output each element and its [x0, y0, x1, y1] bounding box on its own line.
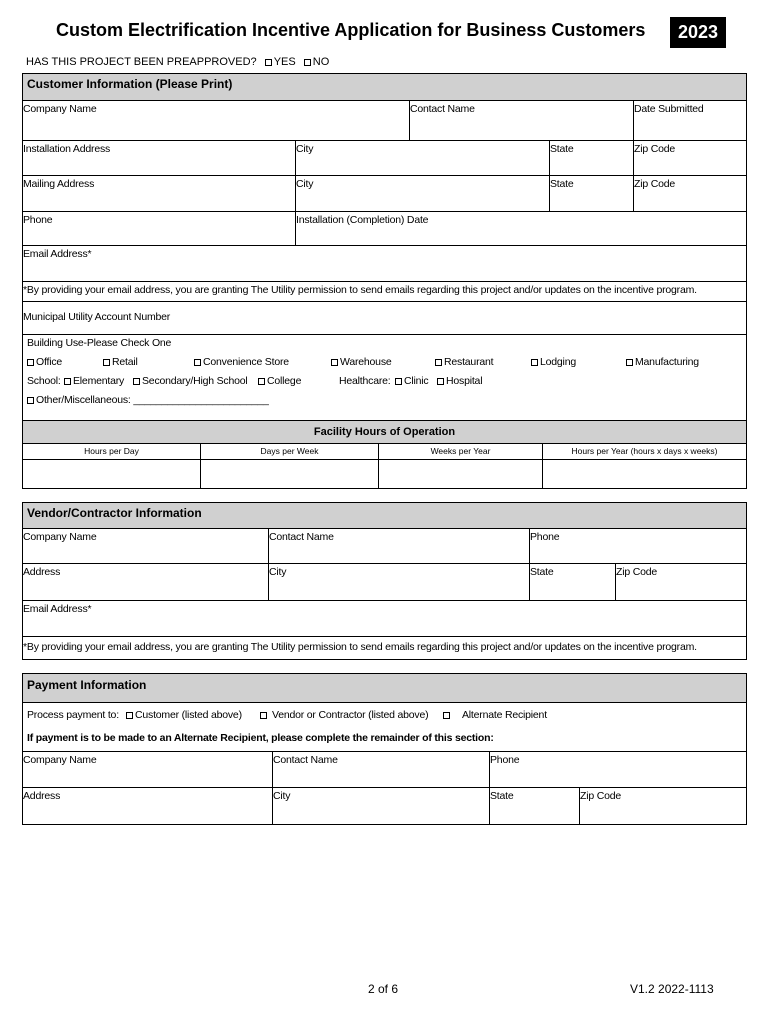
facility-hours-header	[23, 420, 746, 443]
mailing-address-field[interactable]	[23, 175, 295, 211]
building-use-warehouse-label: Warehouse	[340, 356, 392, 368]
alt-address-field[interactable]	[23, 787, 272, 824]
building-use-retail[interactable]	[103, 356, 138, 368]
mailing-state-field[interactable]	[549, 175, 633, 211]
pay-alternate-option[interactable]	[443, 709, 547, 721]
building-use-retail-label: Retail	[112, 356, 138, 368]
facility-col-label: Weeks per Year	[430, 446, 491, 456]
hours-per-year-input[interactable]	[542, 459, 746, 488]
healthcare-hospital-label: Hospital	[446, 375, 483, 387]
checkbox-icon	[133, 378, 140, 385]
healthcare-clinic-label: Clinic	[404, 375, 429, 387]
installation-address-label: Installation Address	[23, 143, 111, 155]
vendor-email-label: Email Address*	[23, 603, 92, 615]
installation-state-label: State	[550, 143, 574, 155]
weeks-per-year-input[interactable]	[378, 459, 542, 488]
building-use-restaurant-label: Restaurant	[444, 356, 494, 368]
days-per-week-input[interactable]	[200, 459, 378, 488]
vendor-phone-label: Phone	[530, 531, 560, 543]
school-label: School:	[27, 375, 61, 387]
process-payment-label: Process payment to:	[27, 709, 119, 721]
preapproved-no-label: NO	[312, 56, 330, 68]
preapproved-no-checkbox[interactable]	[304, 59, 311, 66]
installation-date-label: Installation (Completion) Date	[296, 214, 429, 226]
alt-company-name-field[interactable]	[23, 751, 272, 787]
school-college[interactable]	[258, 375, 301, 387]
building-use-convenience-store[interactable]	[194, 356, 289, 368]
pay-customer-label: Customer (listed above)	[135, 709, 242, 721]
vendor-info-section	[22, 502, 747, 660]
school-college-label: College	[267, 375, 302, 387]
checkbox-icon	[126, 712, 133, 719]
building-use-restaurant[interactable]	[435, 356, 493, 368]
alt-state-field[interactable]	[489, 787, 579, 824]
building-use-lodging-label: Lodging	[540, 356, 576, 368]
installation-date-field[interactable]	[295, 211, 746, 245]
checkbox-icon	[194, 359, 201, 366]
payment-info-heading: Payment Information	[27, 678, 147, 692]
customer-info-section	[22, 73, 747, 489]
pay-vendor-label: Vendor or Contractor (listed above)	[272, 709, 429, 721]
building-use-office-label: Office	[36, 356, 63, 368]
vendor-zip-label: Zip Code	[616, 566, 658, 578]
vendor-state-label: State	[530, 566, 554, 578]
vendor-company-name-label: Company Name	[23, 531, 97, 543]
building-use-heading: Building Use-Please Check One	[27, 337, 172, 349]
mailing-city-label: City	[296, 178, 314, 190]
building-use-block	[23, 334, 746, 420]
school-secondary[interactable]	[133, 375, 248, 387]
building-use-convenience-store-label: Convenience Store	[203, 356, 289, 368]
checkbox-icon	[531, 359, 538, 366]
facility-col-hours-per-year	[542, 443, 746, 459]
mailing-zip-field[interactable]	[633, 175, 746, 211]
payment-info-header	[23, 674, 746, 703]
facility-col-days-per-week	[200, 443, 378, 459]
vendor-contact-name-field[interactable]	[268, 529, 529, 563]
facility-col-label: Hours per Year (hours x days x weeks)	[571, 446, 718, 456]
building-use-office[interactable]	[27, 356, 62, 368]
preapproved-question: HAS THIS PROJECT BEEN PREAPPROVED?	[26, 56, 257, 68]
customer-info-header	[23, 74, 746, 101]
facility-col-weeks-per-year	[378, 443, 542, 459]
installation-zip-label: Zip Code	[634, 143, 676, 155]
checkbox-icon	[258, 378, 265, 385]
municipal-account-field[interactable]	[23, 301, 746, 334]
customer-contact-name-field[interactable]	[409, 101, 633, 140]
vendor-email-note: *By providing your email address, you are granting The Utility permission to send emails regarding this project and/or updates on the incentive program.	[23, 641, 697, 653]
alt-city-label: City	[273, 790, 291, 802]
alt-state-label: State	[490, 790, 514, 802]
customer-email-field[interactable]	[23, 245, 746, 281]
customer-info-heading: Customer Information (Please Print)	[27, 77, 233, 91]
school-secondary-label: Secondary/High School	[142, 375, 248, 387]
mailing-city-field[interactable]	[295, 175, 549, 211]
alt-city-field[interactable]	[272, 787, 489, 824]
checkbox-icon	[260, 712, 267, 719]
customer-phone-field[interactable]	[23, 211, 295, 245]
alternate-recipient-note: If payment is to be made to an Alternate Recipient, please complete the remainder of this section:	[27, 732, 494, 744]
vendor-city-label: City	[269, 566, 287, 578]
vendor-info-header	[23, 503, 746, 529]
pay-customer-option[interactable]	[126, 709, 242, 721]
alt-zip-field[interactable]	[579, 787, 746, 824]
installation-city-label: City	[296, 143, 314, 155]
date-submitted-label: Date Submitted	[634, 103, 704, 115]
customer-company-name-label: Company Name	[23, 103, 97, 115]
checkbox-icon	[435, 359, 442, 366]
alt-phone-label: Phone	[490, 754, 520, 766]
customer-company-name-field[interactable]	[23, 101, 409, 140]
checkbox-icon	[103, 359, 110, 366]
preapproved-question-row	[26, 56, 329, 68]
vendor-phone-field[interactable]	[529, 529, 746, 563]
healthcare-label: Healthcare:	[339, 375, 391, 387]
school-elementary[interactable]	[64, 375, 124, 387]
vendor-address-label: Address	[23, 566, 61, 578]
pay-vendor-option[interactable]	[260, 709, 428, 721]
school-elementary-label: Elementary	[73, 375, 125, 387]
alt-contact-name-label: Contact Name	[273, 754, 338, 766]
page-number: 2 of 6	[368, 982, 399, 996]
mailing-address-label: Mailing Address	[23, 178, 95, 190]
alt-company-name-label: Company Name	[23, 754, 97, 766]
facility-col-hours-per-day	[23, 443, 200, 459]
alt-zip-label: Zip Code	[580, 790, 622, 802]
date-submitted-field[interactable]	[633, 101, 746, 140]
preapproved-yes-label: YES	[273, 56, 296, 68]
vendor-email-field[interactable]	[23, 600, 746, 636]
installation-zip-field[interactable]	[633, 140, 746, 175]
customer-email-note: *By providing your email address, you are granting The Utility permission to send emails regarding this project and/or updates on the incentive program.	[23, 284, 697, 296]
vendor-company-name-field[interactable]	[23, 529, 268, 563]
customer-contact-name-label: Contact Name	[410, 103, 475, 115]
checkbox-icon	[331, 359, 338, 366]
installation-state-field[interactable]	[549, 140, 633, 175]
installation-address-field[interactable]	[23, 140, 295, 175]
building-use-lodging[interactable]	[531, 356, 576, 368]
form-title: Custom Electrification Incentive Application for Business Customers	[56, 20, 646, 40]
hours-per-day-input[interactable]	[23, 459, 200, 488]
vendor-info-heading: Vendor/Contractor Information	[27, 506, 202, 520]
healthcare-clinic[interactable]	[395, 375, 428, 387]
vendor-email-note-row	[23, 636, 746, 659]
vendor-city-field[interactable]	[268, 563, 529, 600]
building-use-other[interactable]	[27, 394, 269, 406]
version-label: V1.2 2022-1113	[630, 982, 714, 996]
healthcare-hospital[interactable]	[437, 375, 482, 387]
alt-contact-name-field[interactable]	[272, 751, 489, 787]
checkbox-icon	[395, 378, 402, 385]
checkbox-icon	[27, 397, 34, 404]
vendor-state-field[interactable]	[529, 563, 615, 600]
preapproved-yes-checkbox[interactable]	[265, 59, 272, 66]
customer-phone-label: Phone	[23, 214, 53, 226]
facility-hours-heading: Facility Hours of Operation	[313, 426, 456, 438]
building-use-manufacturing[interactable]	[626, 356, 699, 368]
checkbox-icon	[64, 378, 71, 385]
year-badge: 2023	[670, 17, 726, 48]
customer-email-note-row	[23, 281, 746, 301]
mailing-state-label: State	[550, 178, 574, 190]
checkbox-icon	[626, 359, 633, 366]
facility-col-label: Hours per Day	[84, 446, 139, 456]
alt-address-label: Address	[23, 790, 61, 802]
checkbox-icon	[437, 378, 444, 385]
pay-alternate-label: Alternate Recipient	[462, 709, 547, 721]
alt-phone-field[interactable]	[489, 751, 746, 787]
vendor-zip-field[interactable]	[615, 563, 746, 600]
mailing-zip-label: Zip Code	[634, 178, 676, 190]
customer-email-label: Email Address*	[23, 248, 92, 260]
installation-city-field[interactable]	[295, 140, 549, 175]
checkbox-icon	[27, 359, 34, 366]
checkbox-icon	[443, 712, 450, 719]
municipal-account-label: Municipal Utility Account Number	[23, 311, 171, 323]
vendor-contact-name-label: Contact Name	[269, 531, 334, 543]
vendor-address-field[interactable]	[23, 563, 268, 600]
building-use-other-label: Other/Miscellaneous: ________________________	[36, 394, 269, 406]
facility-col-label: Days per Week	[260, 446, 319, 456]
building-use-manufacturing-label: Manufacturing	[635, 356, 699, 368]
building-use-warehouse[interactable]	[331, 356, 392, 368]
payment-info-section	[22, 673, 747, 825]
